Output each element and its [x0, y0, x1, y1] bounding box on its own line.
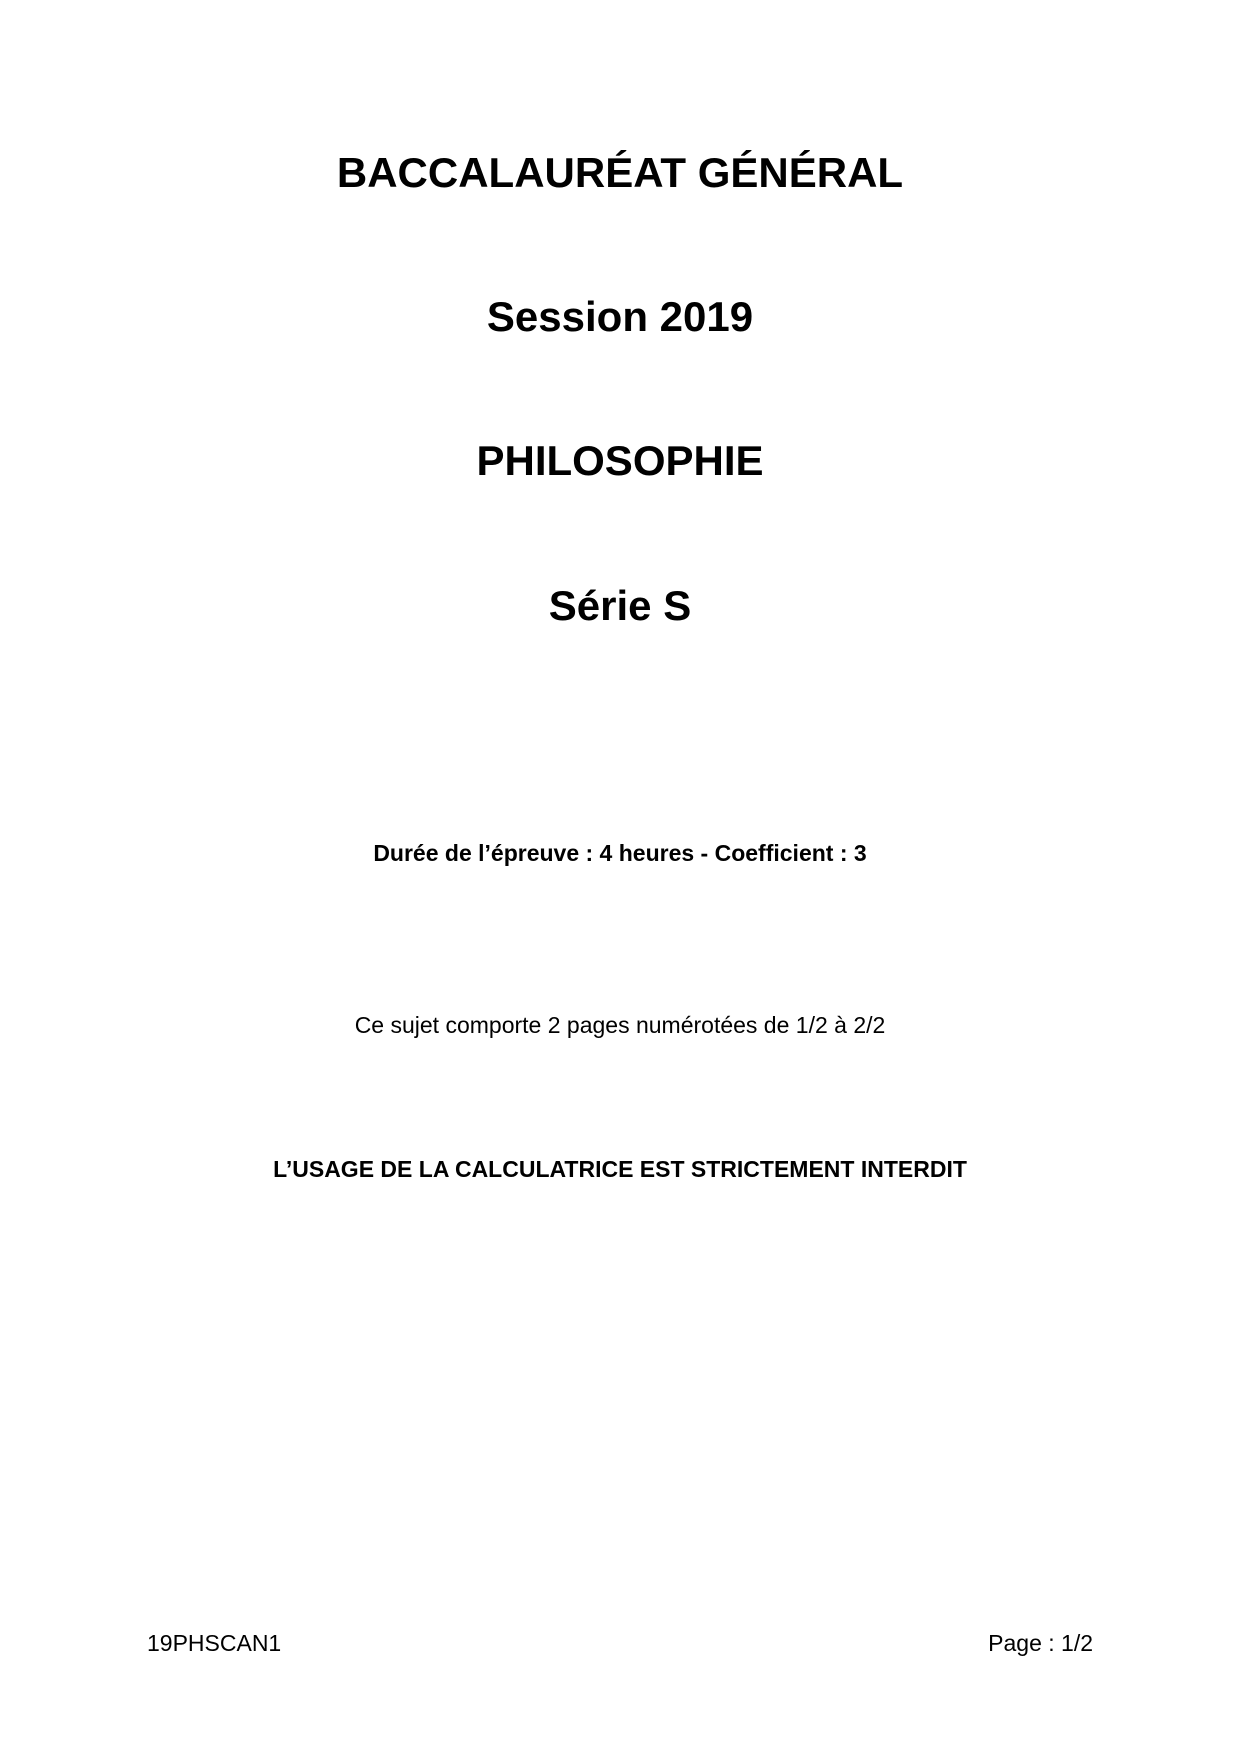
subject-title: PHILOSOPHIE — [476, 437, 764, 484]
duration-line: Durée de l’épreuve : 4 heures - Coefficient : 3 — [373, 840, 867, 866]
calculator-notice: L’USAGE DE LA CALCULATRICE EST STRICTEMENT INTERDIT — [273, 1156, 967, 1182]
footer-page-number: Page : 1/2 — [988, 1630, 1093, 1656]
exam-title: BACCALAURÉAT GÉNÉRAL — [336, 149, 904, 196]
footer-code: 19PHSCAN1 — [147, 1630, 282, 1656]
pages-info-line: Ce sujet comporte 2 pages numérotées de 1/2 à 2/2 — [354, 1012, 886, 1038]
series-title: Série S — [548, 582, 692, 629]
session-title: Session 2019 — [486, 293, 754, 340]
